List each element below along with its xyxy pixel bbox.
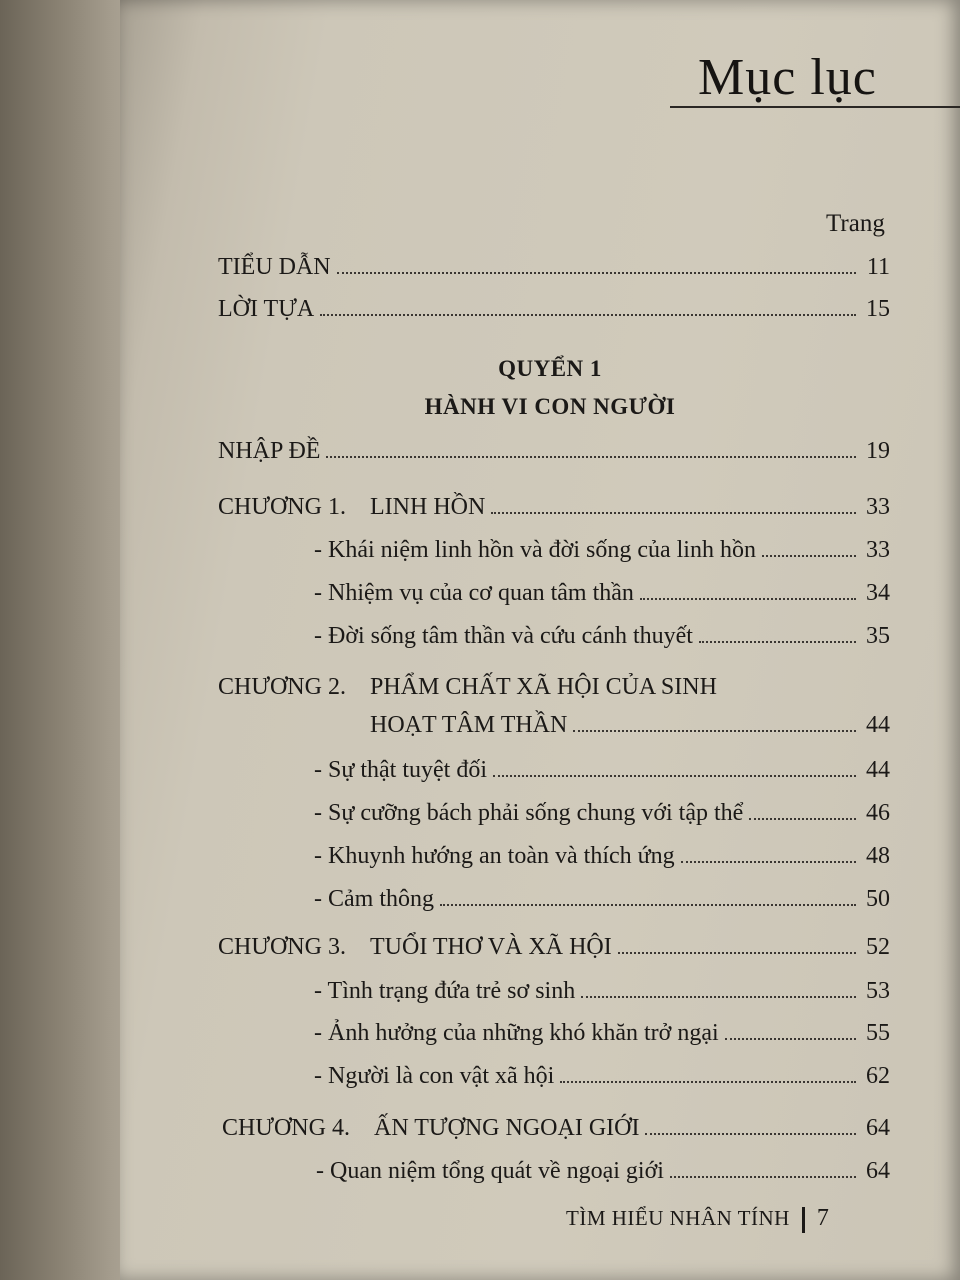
footer-divider [802, 1207, 805, 1233]
volume-title: HÀNH VI CON NGƯỜI [424, 394, 676, 419]
dot-leader [440, 882, 856, 906]
toc-chapter-1 [218, 490, 890, 522]
toc-subentry [314, 796, 890, 828]
subentry-label: - Tình trạng đứa trẻ sơ sinh [314, 978, 576, 1004]
toc-entry-label: NHẬP ĐỀ [218, 438, 321, 464]
page-column-label: Trang [826, 210, 885, 237]
toc-entry-label: LỜI TỰA [218, 296, 315, 322]
subentry-page: 35 [866, 623, 890, 649]
subentry-page: 48 [866, 843, 890, 869]
subentry-label: - Sự cưỡng bách phải sống chung với tập thể [314, 800, 744, 826]
dot-leader [618, 930, 856, 954]
toc-subentry [314, 576, 890, 608]
toc-entry-page: 15 [866, 296, 890, 322]
toc-entry-nhap-de [218, 434, 890, 466]
chapter-title: LINH HỒN [370, 494, 486, 520]
subentry-page: 44 [866, 757, 890, 783]
chapter-number: CHƯƠNG 3. [218, 934, 346, 960]
dot-leader [725, 1016, 856, 1040]
subentry-page: 50 [866, 886, 890, 912]
toc-subentry [314, 882, 890, 914]
chapter-title: TUỔI THƠ VÀ XÃ HỘI [370, 934, 612, 960]
toc-chapter-4 [222, 1111, 890, 1143]
toc-subentry [314, 619, 890, 651]
chapter-page: 52 [866, 934, 890, 960]
subentry-label: - Nhiệm vụ của cơ quan tâm thần [314, 580, 634, 606]
chapter-label [218, 931, 612, 963]
chapter-label [218, 491, 485, 523]
toc-entry-label: TIỂU DẪN [218, 254, 331, 280]
subentry-label: - Quan niệm tổng quát về ngoại giới [316, 1158, 664, 1184]
toc-chapter-3 [218, 930, 890, 962]
dot-leader [762, 533, 856, 557]
toc-chapter-2-cont [370, 708, 890, 740]
toc-subentry [314, 839, 890, 871]
footer-page-number: 7 [816, 1205, 830, 1231]
dot-leader [560, 1059, 856, 1083]
subentry-label: - Ảnh hưởng của những khó khăn trở ngại [314, 1020, 719, 1046]
subentry-label: - Cảm thông [314, 886, 434, 912]
subentry-page: 64 [866, 1158, 890, 1184]
page-title: Mục lục [698, 49, 877, 106]
chapter-number: CHƯƠNG 2. [218, 674, 346, 700]
dot-leader [493, 753, 856, 777]
dot-leader [749, 796, 856, 820]
volume-heading: QUYỂN 1 [498, 356, 602, 381]
chapter-page: 33 [866, 494, 890, 520]
subentry-page: 33 [866, 537, 890, 563]
subentry-page: 62 [866, 1063, 890, 1089]
chapter-page: 44 [866, 712, 890, 738]
toc-subentry [314, 974, 890, 1006]
toc-subentry [314, 753, 890, 785]
toc-subentry [314, 1059, 890, 1091]
toc-subentry [314, 533, 890, 565]
dot-leader [326, 434, 856, 458]
subentry-label: - Khuynh hướng an toàn và thích ứng [314, 843, 675, 869]
dot-leader [573, 708, 856, 732]
subentry-label: - Đời sống tâm thần và cứu cánh thuyết [314, 623, 693, 649]
dot-leader [581, 974, 856, 998]
dot-leader [681, 839, 856, 863]
dot-leader [491, 490, 856, 514]
chapter-label [222, 1112, 639, 1144]
subentry-page: 46 [866, 800, 890, 826]
subentry-page: 34 [866, 580, 890, 606]
dot-leader [337, 250, 856, 274]
toc-entry-loi-tua [218, 292, 890, 324]
toc-entry-page: 19 [866, 438, 890, 464]
chapter-page: 64 [866, 1115, 890, 1141]
chapter-number: CHƯƠNG 4. [222, 1115, 350, 1141]
title-underline [670, 106, 960, 108]
subentry-label: - Sự thật tuyệt đối [314, 757, 487, 783]
toc-entry-tieu-dan [218, 250, 890, 282]
dot-leader [640, 576, 856, 600]
subentry-label: - Người là con vật xã hội [314, 1063, 555, 1089]
dot-leader [670, 1154, 856, 1178]
dot-leader [645, 1111, 856, 1135]
subentry-label: - Khái niệm linh hồn và đời sống của linh hồn [314, 537, 756, 563]
toc-subentry [314, 1016, 890, 1048]
toc-chapter-2 [218, 674, 717, 701]
running-footer [566, 1205, 829, 1233]
footer-book-title: TÌM HIỂU NHÂN TÍNH [566, 1206, 790, 1230]
chapter-number: CHƯƠNG 1. [218, 494, 346, 520]
dot-leader [320, 292, 856, 316]
toc-subentry [316, 1154, 890, 1186]
toc-entry-page: 11 [866, 254, 890, 280]
subentry-page: 55 [866, 1020, 890, 1046]
chapter-title: ẤN TƯỢNG NGOẠI GIỚI [374, 1115, 640, 1141]
chapter-title: PHẨM CHẤT XÃ HỘI CỦA SINH [370, 674, 717, 700]
chapter-title-cont: HOẠT TÂM THẦN [370, 712, 568, 738]
subentry-page: 53 [866, 978, 890, 1004]
dot-leader [699, 619, 856, 643]
